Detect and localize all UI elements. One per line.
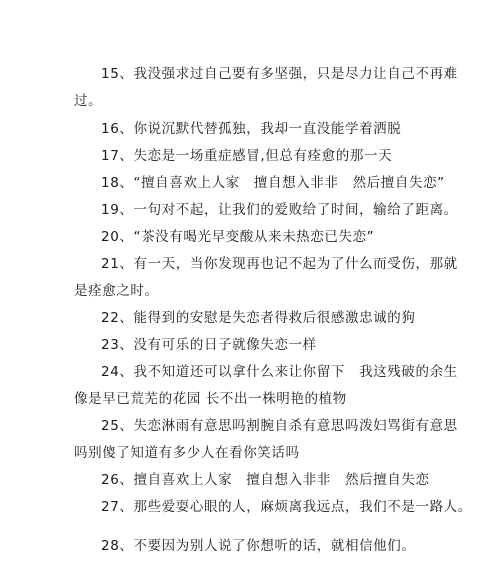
line-18: 18、“擅自喜欢上人家 擅自想入非非 然后擅自失恋” bbox=[101, 175, 445, 191]
line-25: 25、失恋淋雨有意思吗割腕自杀有意思吗泼妇骂街有意思 bbox=[101, 418, 458, 434]
line-20: 20、“茶没有喝光早变酸从来未热恋已失恋” bbox=[101, 229, 375, 245]
line-24: 24、我不知道还可以拿什么来让你留下 我这残破的余生 bbox=[101, 364, 458, 380]
line-15: 15、我没强求过自己要有多坚强，只是尽力让自己不再难 bbox=[101, 66, 458, 82]
line-17: 17、失恋是一场重症感冒,但总有痊愈的那一天 bbox=[101, 148, 393, 164]
line-23: 23、没有可乐的日子就像失恋一样 bbox=[101, 337, 317, 353]
line-21: 21、有一天，当你发现再也记不起为了什么而受伤，那就 bbox=[101, 256, 458, 272]
line-21-continued: 是痊愈之时。 bbox=[74, 283, 159, 299]
line-22: 22、能得到的安慰是失恋者得救后很感激忠诚的狗 bbox=[101, 310, 416, 326]
line-25-continued: 吗别傻了知道有多少人在看你笑话吗 bbox=[74, 445, 300, 461]
line-27: 27、那些爱耍心眼的人，麻烦离我远点，我们不是一路人。 bbox=[101, 499, 472, 515]
line-24-continued: 像是早已荒芜的花园 长不出一株明艳的植物 bbox=[74, 391, 347, 407]
line-28: 28、不要因为别人说了你想听的话，就相信他们。 bbox=[101, 538, 416, 554]
line-16: 16、你说沉默代替孤独，我却一直没能学着洒脱 bbox=[101, 121, 402, 137]
line-19: 19、一句对不起，让我们的爱败给了时间，输给了距离。 bbox=[101, 202, 458, 218]
line-26: 26、擅自喜欢上人家 擅自想入非非 然后擅自失恋 bbox=[101, 472, 430, 488]
line-15-continued: 过。 bbox=[74, 93, 103, 109]
